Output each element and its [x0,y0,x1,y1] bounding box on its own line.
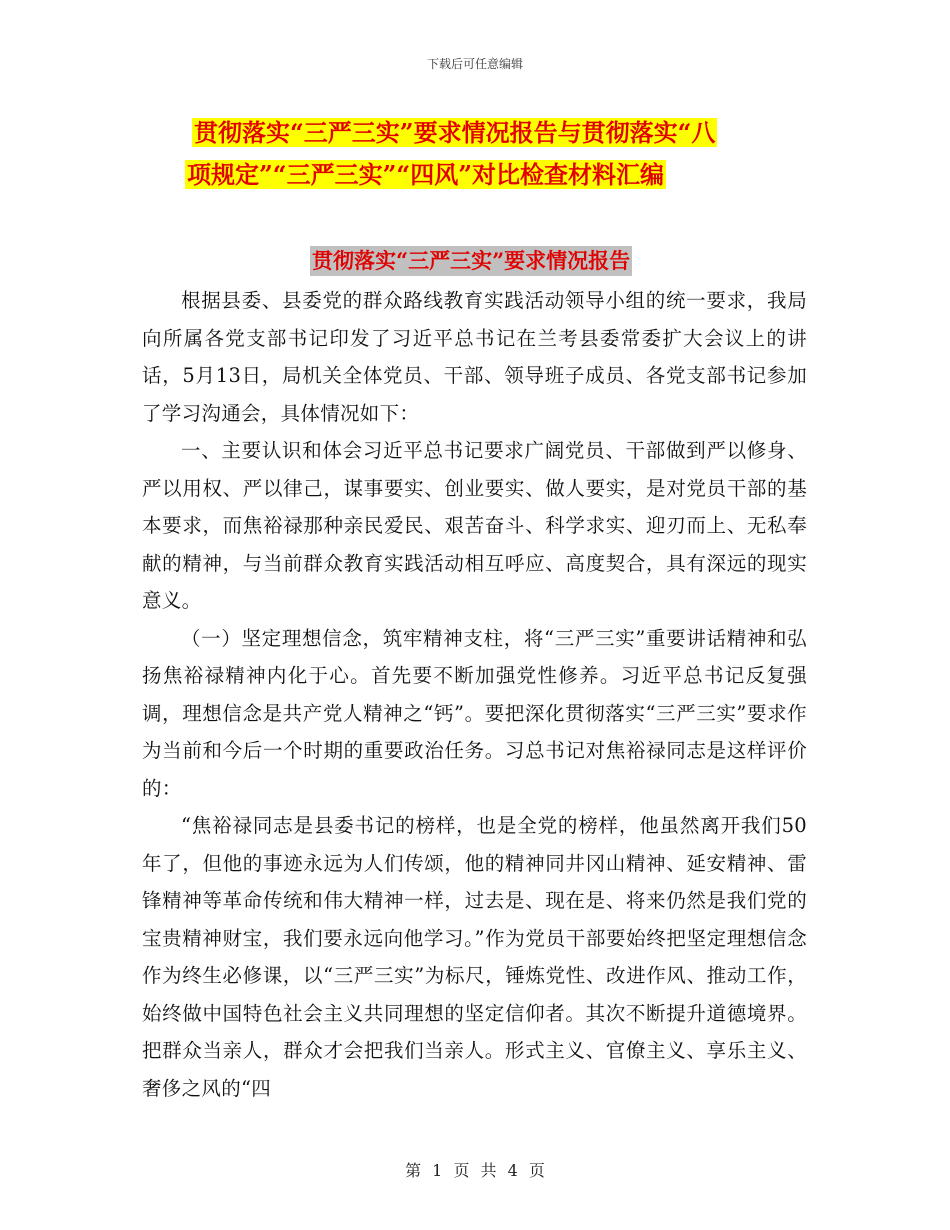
section-title: 贯彻落实“三严三实”要求情况报告 [310,246,632,276]
paragraph-1: 根据县委、县委党的群众路线教育实践活动领导小组的统一要求，我局向所属各党支部书记印发了习近平总书记在兰考县委常委扩大会议上的讲话，5月13日，局机关全体党员、干部、领导班子成员、各党支部书记参加了学习沟通会，具体情况如下： [142,289,807,425]
document-body [142,282,807,1107]
main-title-line-2 [185,158,825,192]
main-title-line-1 [192,116,832,150]
page-footer: 第 1 页 共 4 页 [405,1161,545,1180]
paragraph-3: （一）坚定理想信念，筑牢精神支柱，将“三严三实”重要讲话精神和弘扬焦裕禄精神内化于心。首先要不断加强党性修养。习近平总书记反复强调，理想信念是共产党人精神之“钙”。要把深化贯彻落实“三严三实”要求作为当前和今后一个时期的重要政治任务。习总书记对焦裕禄同志是这样评价的： [142,626,807,800]
paragraph-4: “焦裕禄同志是县委书记的榜样，也是全党的榜样，他虽然离开我们50年了，但他的事迹永远为人们传颂，他的精神同井冈山精神、延安精神、雷锋精神等革命传统和伟大精神一样，过去是、现在是、将来仍然是我们党的宝贵精神财宝，我们要永远向他学习。”作为党员干部要始终把坚定理想信念作为终生必修课，以“三严三实”为标尺，锤炼党性、改进作风、推动工作，始终做中国特色社会主义共同理想的坚定信仰者。其次不断提升道德境界。把群众当亲人，群众才会把我们当亲人。形式主义、官僚主义、享乐主义、奢侈之风的“四 [142,814,807,1100]
paragraph-2: 一、主要认识和体会习近平总书记要求广阔党员、干部做到严以修身、严以用权、严以律己，谋事要实、创业要实、做人要实，是对党员干部的基本要求，而焦裕禄那种亲民爱民、艰苦奋斗、科学求实、迎刃而上、无私奉献的精神，与当前群众教育实践活动相互呼应、高度契合，具有深远的现实意义。 [142,439,807,612]
main-title-line-1-text: 贯彻落实“三严三实”要求情况报告与贯彻落实“八 [194,118,716,147]
main-title-line-2-text: 项规定”“三严三实”“四风”对比检查材料汇编 [187,160,665,189]
header-note: 下载后可任意编辑 [426,57,523,71]
